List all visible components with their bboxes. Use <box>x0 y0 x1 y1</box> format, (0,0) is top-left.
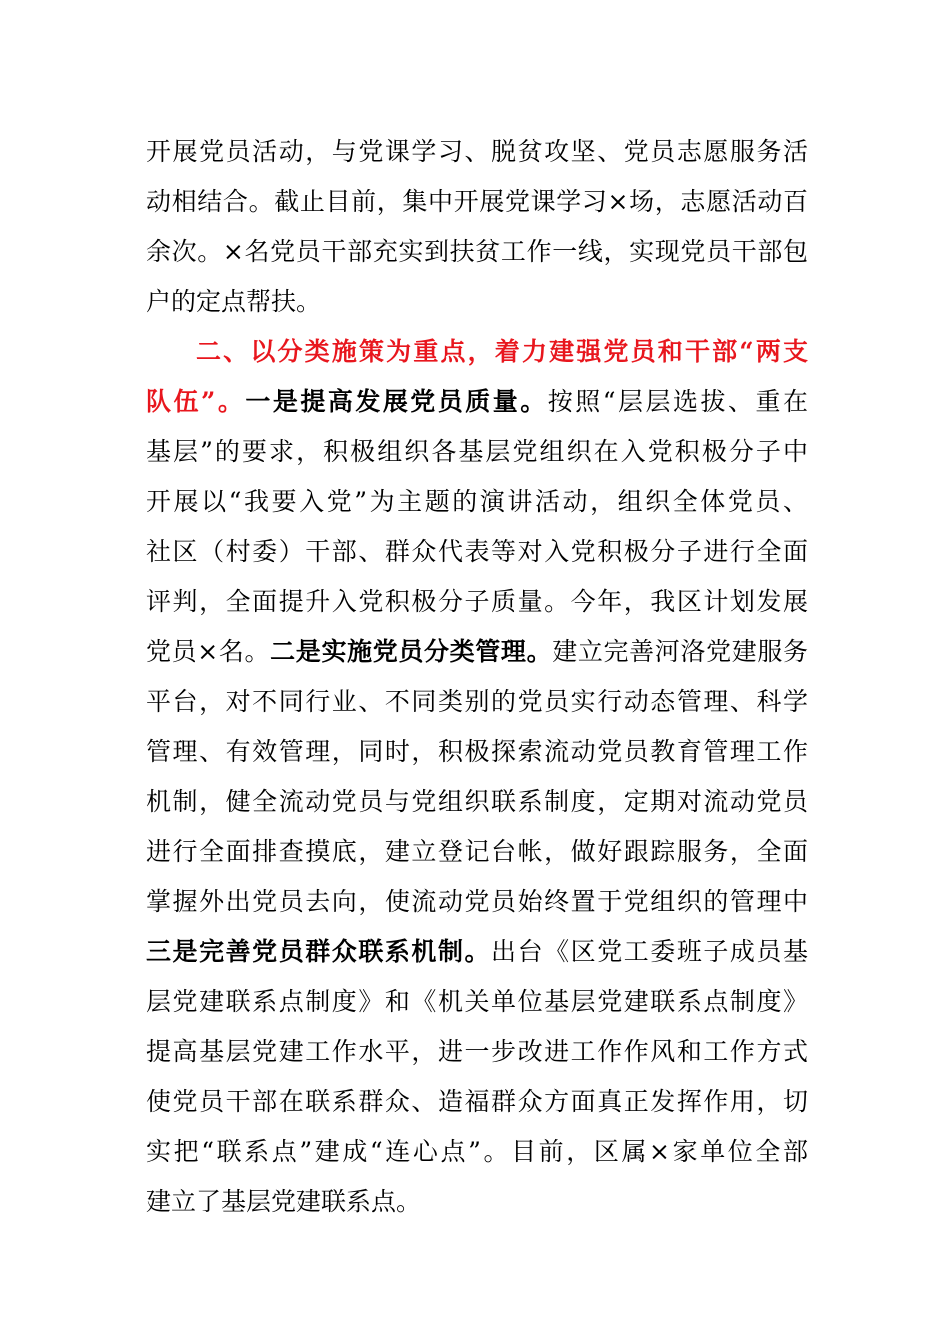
subheading-one: 一是提高发展党员质量。 <box>245 387 548 416</box>
text-line: 使党员干部在联系群众、造福群众方面真正发挥作用，切 <box>146 1087 808 1116</box>
paragraph-continuation <box>146 127 808 327</box>
text-line <box>146 927 808 977</box>
text-line: 管理、有效管理，同时，积极探索流动党员教育管理工作 <box>146 737 808 766</box>
subheading-three: 三是完善党员群众联系机制。 <box>146 937 492 966</box>
text-span: 党员×名。 <box>146 637 271 666</box>
text-line: 机制，健全流动党员与党组织联系制度，定期对流动党员 <box>146 787 808 816</box>
text-line: 开展党员活动，与党课学习、脱贫攻坚、党员志愿服务活 <box>146 137 808 166</box>
paragraph-section-two <box>146 327 808 1227</box>
section-heading <box>146 327 808 377</box>
text-line: 评判，全面提升入党积极分子质量。今年，我区计划发展 <box>146 587 808 616</box>
text-line <box>146 627 808 677</box>
text-line: 开展以“我要入党”为主题的演讲活动，组织全体党员、 <box>146 487 808 516</box>
text-line: 基层”的要求，积极组织各基层党组织在入党积极分子中 <box>146 437 808 466</box>
subheading-two: 二是实施党员分类管理。 <box>270 637 553 666</box>
section-heading-tail: 队伍”。 <box>146 387 246 416</box>
text-line: 进行全面排查摸底，建立登记台帐，做好跟踪服务，全面 <box>146 837 808 866</box>
text-line: 建立了基层党建联系点。 <box>146 1187 422 1216</box>
text-line: 社区（村委）干部、群众代表等对入党积极分子进行全面 <box>146 537 808 566</box>
text-span: 按照“层层选拔、重在 <box>547 387 808 416</box>
text-line: 动相结合。截止目前，集中开展党课学习×场，志愿活动百 <box>146 187 808 216</box>
text-line <box>146 377 808 427</box>
text-line: 层党建联系点制度》和《机关单位基层党建联系点制度》 <box>146 987 808 1016</box>
text-span: 建立完善河洛党建服务 <box>552 637 808 666</box>
text-line: 掌握外出党员去向，使流动党员始终置于党组织的管理中 <box>146 887 808 916</box>
text-line: 平台，对不同行业、不同类别的党员实行动态管理、科学 <box>146 687 808 716</box>
text-line: 实把“联系点”建成“连心点”。目前，区属×家单位全部 <box>146 1137 808 1166</box>
text-line: 提高基层党建工作水平，进一步改进工作作风和工作方式 <box>146 1037 808 1066</box>
text-line: 户的定点帮扶。 <box>146 287 322 316</box>
text-span: 出台《区党工委班子成员基 <box>491 937 808 966</box>
section-heading-text: 二、以分类施策为重点，着力建强党员和干部“两支 <box>196 337 808 366</box>
text-line: 余次。×名党员干部充实到扶贫工作一线，实现党员干部包 <box>146 237 808 266</box>
